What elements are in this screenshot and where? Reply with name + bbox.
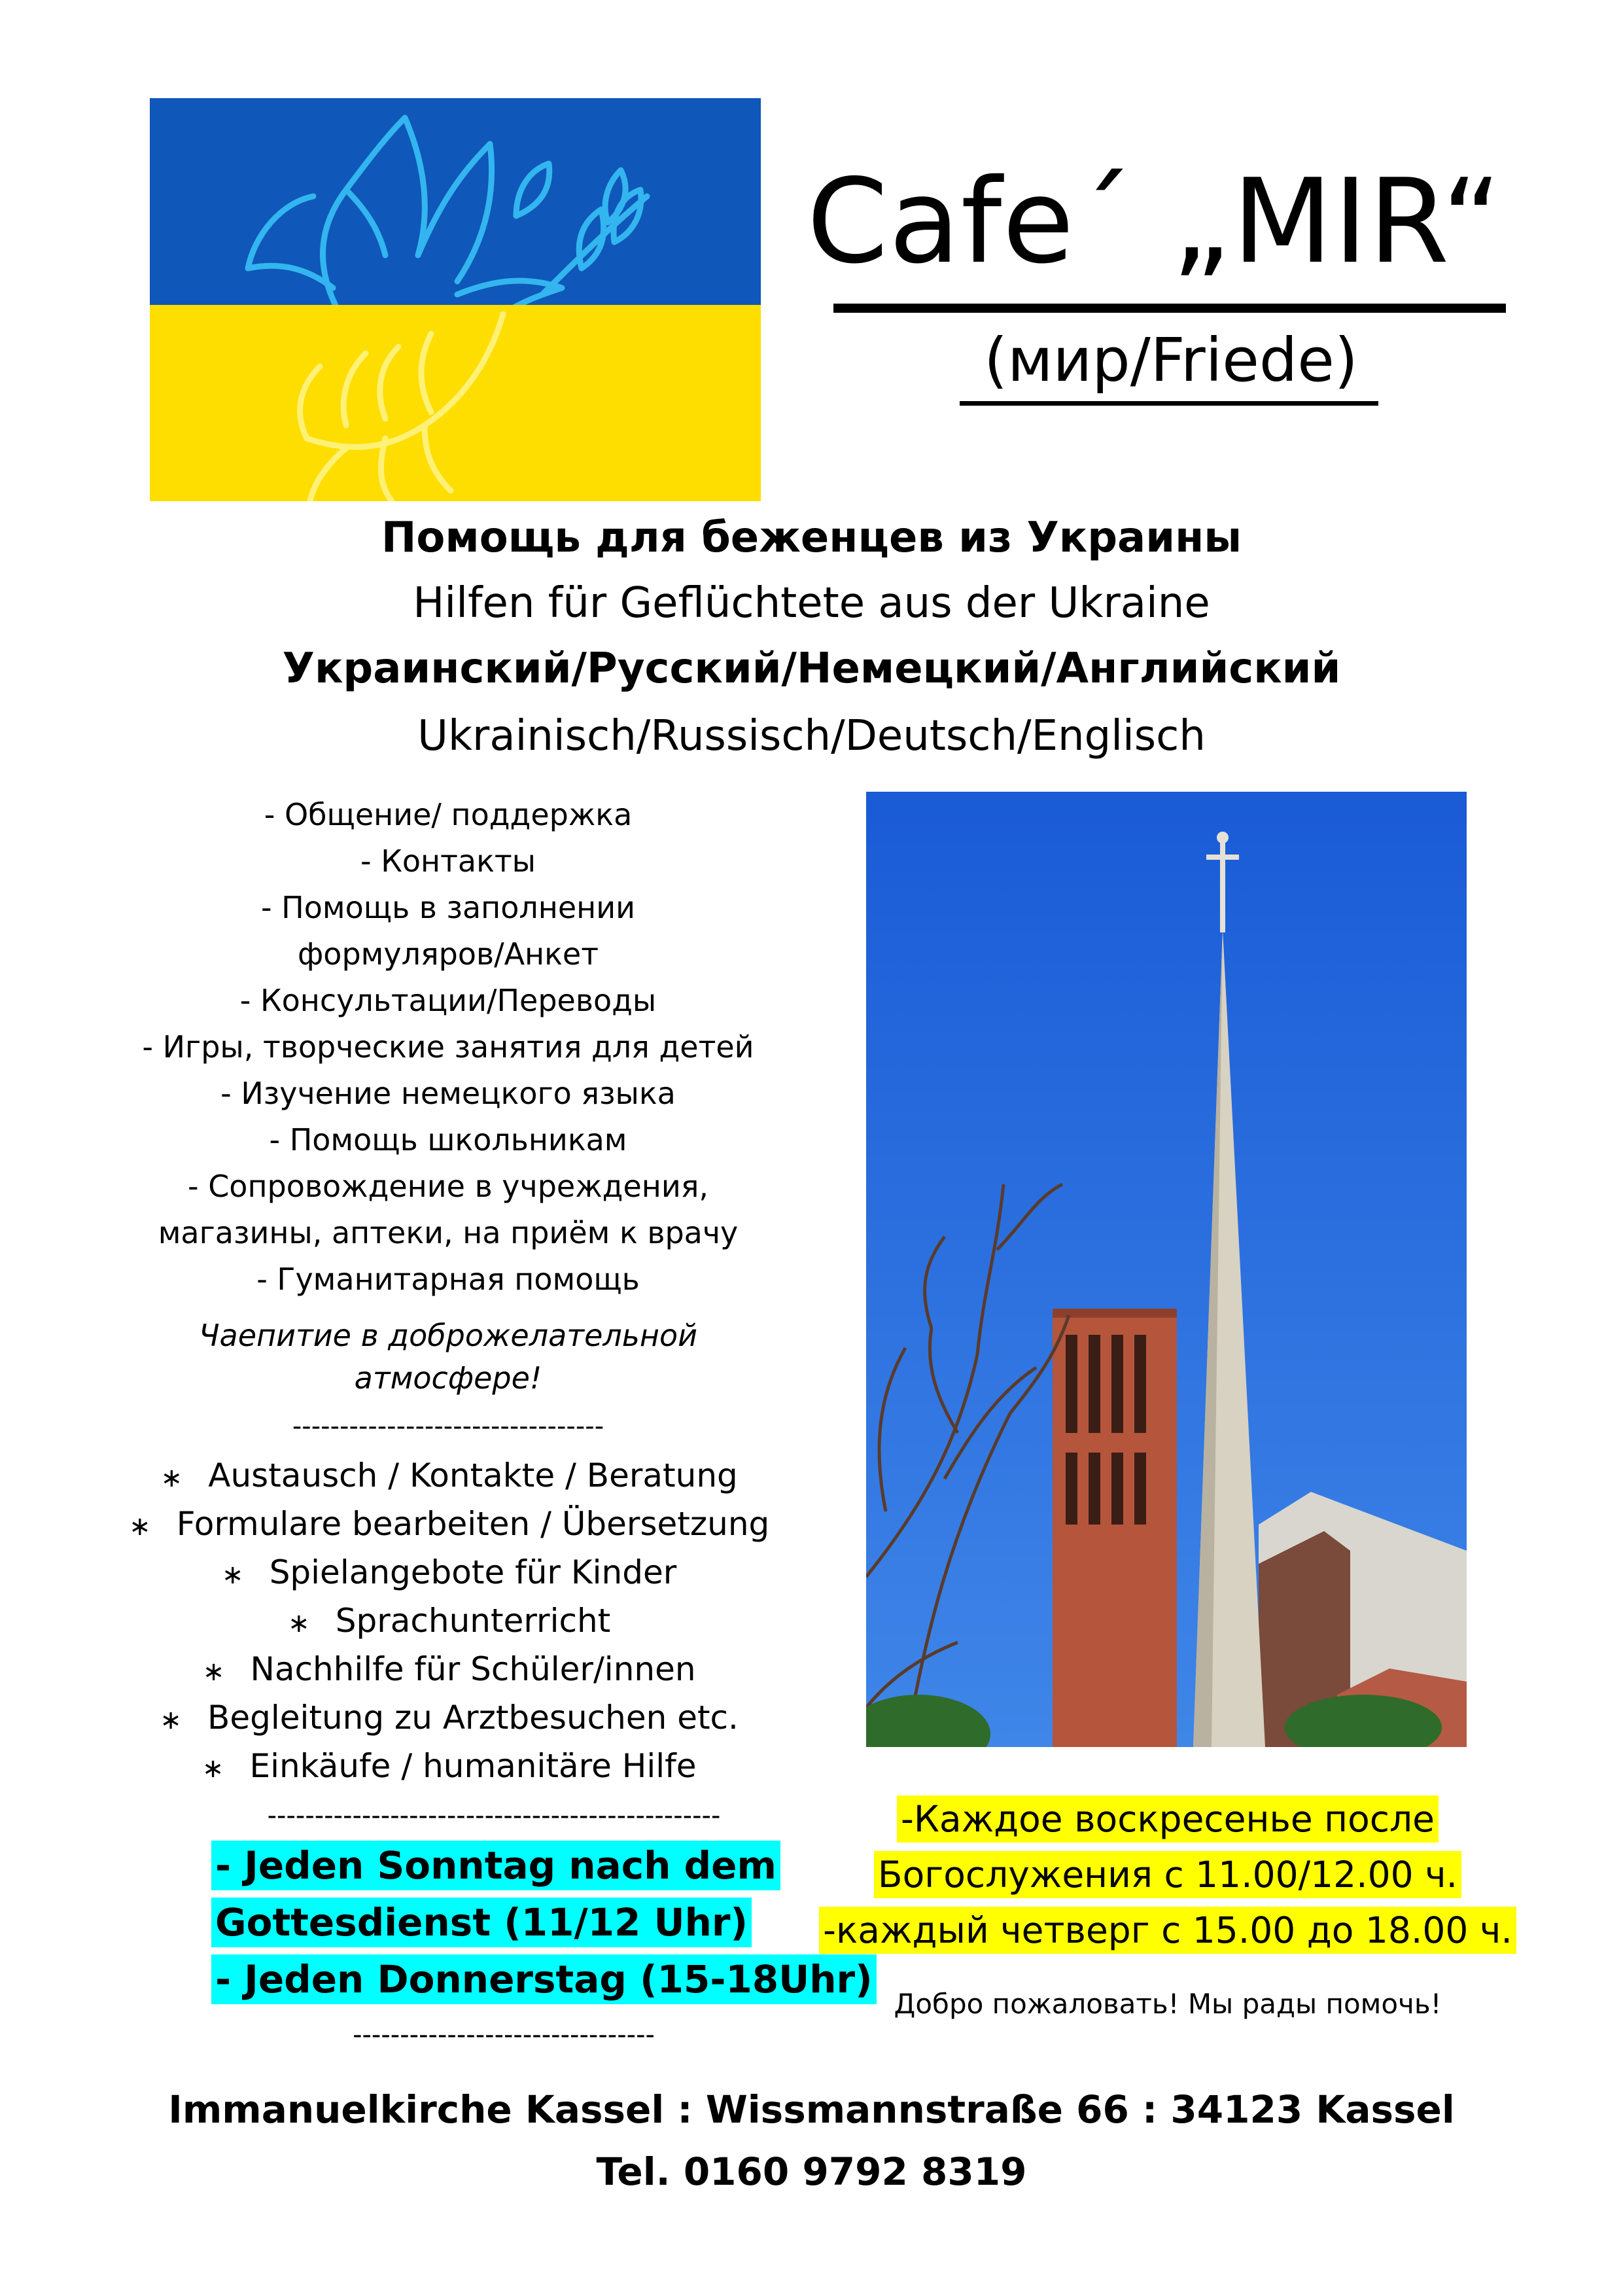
schedule-de-line-3: - Jeden Donnerstag (15-18Uhr) xyxy=(211,1960,877,1998)
church-photo xyxy=(866,792,1467,1747)
asterisk-icon: ∗ xyxy=(128,1511,151,1542)
list-item xyxy=(105,1553,792,1591)
languages-ru: Украинский/Русский/Немецкий/Английский xyxy=(282,645,1341,693)
asterisk-icon: ∗ xyxy=(202,1657,225,1687)
asterisk-icon: ∗ xyxy=(287,1608,310,1638)
dove-upper-part xyxy=(248,118,647,353)
page-title: Cafe´ „MIR“ xyxy=(807,154,1503,289)
list-item: формуляров/Анкет xyxy=(297,936,599,972)
asterisk-icon: ∗ xyxy=(160,1705,182,1735)
list-item: - Игры, творческие занятия для детей xyxy=(142,1029,754,1065)
list-item: - Консультации/Переводы xyxy=(239,983,657,1018)
title-underline xyxy=(833,304,1506,313)
footer-phone: Tel. 0160 9792 8319 xyxy=(596,2149,1027,2194)
dove-lower-part xyxy=(300,314,503,501)
page-subtitle: (мир/Friede) xyxy=(984,325,1358,395)
languages-de: Ukrainisch/Russisch/Deutsch/Englisch xyxy=(417,712,1206,760)
list-item-label: Nachhilfe für Schüler/innen xyxy=(250,1650,696,1688)
ukraine-flag-dove-image xyxy=(150,98,761,501)
schedule-ru-line-1: -Каждое воскресенье после xyxy=(805,1801,1531,1837)
list-item-label: Sprachunterricht xyxy=(335,1602,611,1640)
separator-bottom: -------------------------------- xyxy=(353,2022,655,2048)
schedule-ru-line-3: -каждый четверг с 15.00 до 18.00 ч. xyxy=(805,1913,1531,1949)
list-item-label: Formulare bearbeiten / Übersetzung xyxy=(176,1505,770,1543)
schedule-de-line-2: Gottesdienst (11/12 Uhr) xyxy=(211,1903,752,1941)
list-item: - Гуманитарная помощь xyxy=(256,1262,640,1297)
asterisk-icon: ∗ xyxy=(201,1754,224,1784)
list-item: - Помощь в заполнении xyxy=(260,890,636,925)
tea-note-line-2: атмосфере! xyxy=(354,1360,542,1396)
list-item: - Общение/ поддержка xyxy=(264,797,633,832)
list-item xyxy=(105,1505,792,1543)
list-item: - Помощь школьникам xyxy=(269,1122,627,1157)
list-item: - Сопровождение в учреждения, xyxy=(187,1169,709,1204)
welcome-text: Добро пожаловать! Мы рады помочь! xyxy=(894,1988,1442,2020)
list-item xyxy=(105,1699,792,1737)
list-item xyxy=(105,1747,792,1785)
list-item xyxy=(105,1650,792,1688)
list-item-label: Austausch / Kontakte / Beratung xyxy=(208,1457,738,1494)
list-item xyxy=(105,1602,792,1640)
list-item xyxy=(105,1459,792,1492)
list-item: магазины, аптеки, на приём к врачу xyxy=(158,1215,739,1250)
list-item-label: Begleitung zu Arztbesuchen etc. xyxy=(207,1699,739,1737)
list-item-label: Einkäufe / humanitäre Hilfe xyxy=(249,1747,697,1785)
tea-note-line-1: Чаепитие в доброжелательной xyxy=(198,1318,698,1353)
church-illustration xyxy=(866,792,1467,1747)
separator-long: ------------------------------------------------ xyxy=(267,1803,721,1829)
subtitle-underline xyxy=(960,401,1378,406)
intro-heading-de: Hilfen für Geflüchtete aus der Ukraine xyxy=(413,579,1210,627)
footer-address: Immanuelkirche Kassel : Wissmannstraße 66 : 34123 Kassel xyxy=(168,2087,1455,2132)
asterisk-icon: ∗ xyxy=(160,1463,183,1493)
list-item: - Изучение немецкого языка xyxy=(220,1076,676,1111)
separator-short: --------------------------------- xyxy=(292,1413,604,1439)
intro-heading-ru: Помощь для беженцев из Украины xyxy=(381,514,1242,562)
list-item-label: Spielangebote für Kinder xyxy=(269,1553,677,1591)
asterisk-icon: ∗ xyxy=(221,1560,244,1590)
schedule-de-line-1: - Jeden Sonntag nach dem xyxy=(211,1846,780,1884)
schedule-ru-line-2: Богослужения с 11.00/12.00 ч. xyxy=(805,1857,1531,1893)
list-item: - Контакты xyxy=(360,843,536,879)
dove-icon xyxy=(150,98,761,501)
